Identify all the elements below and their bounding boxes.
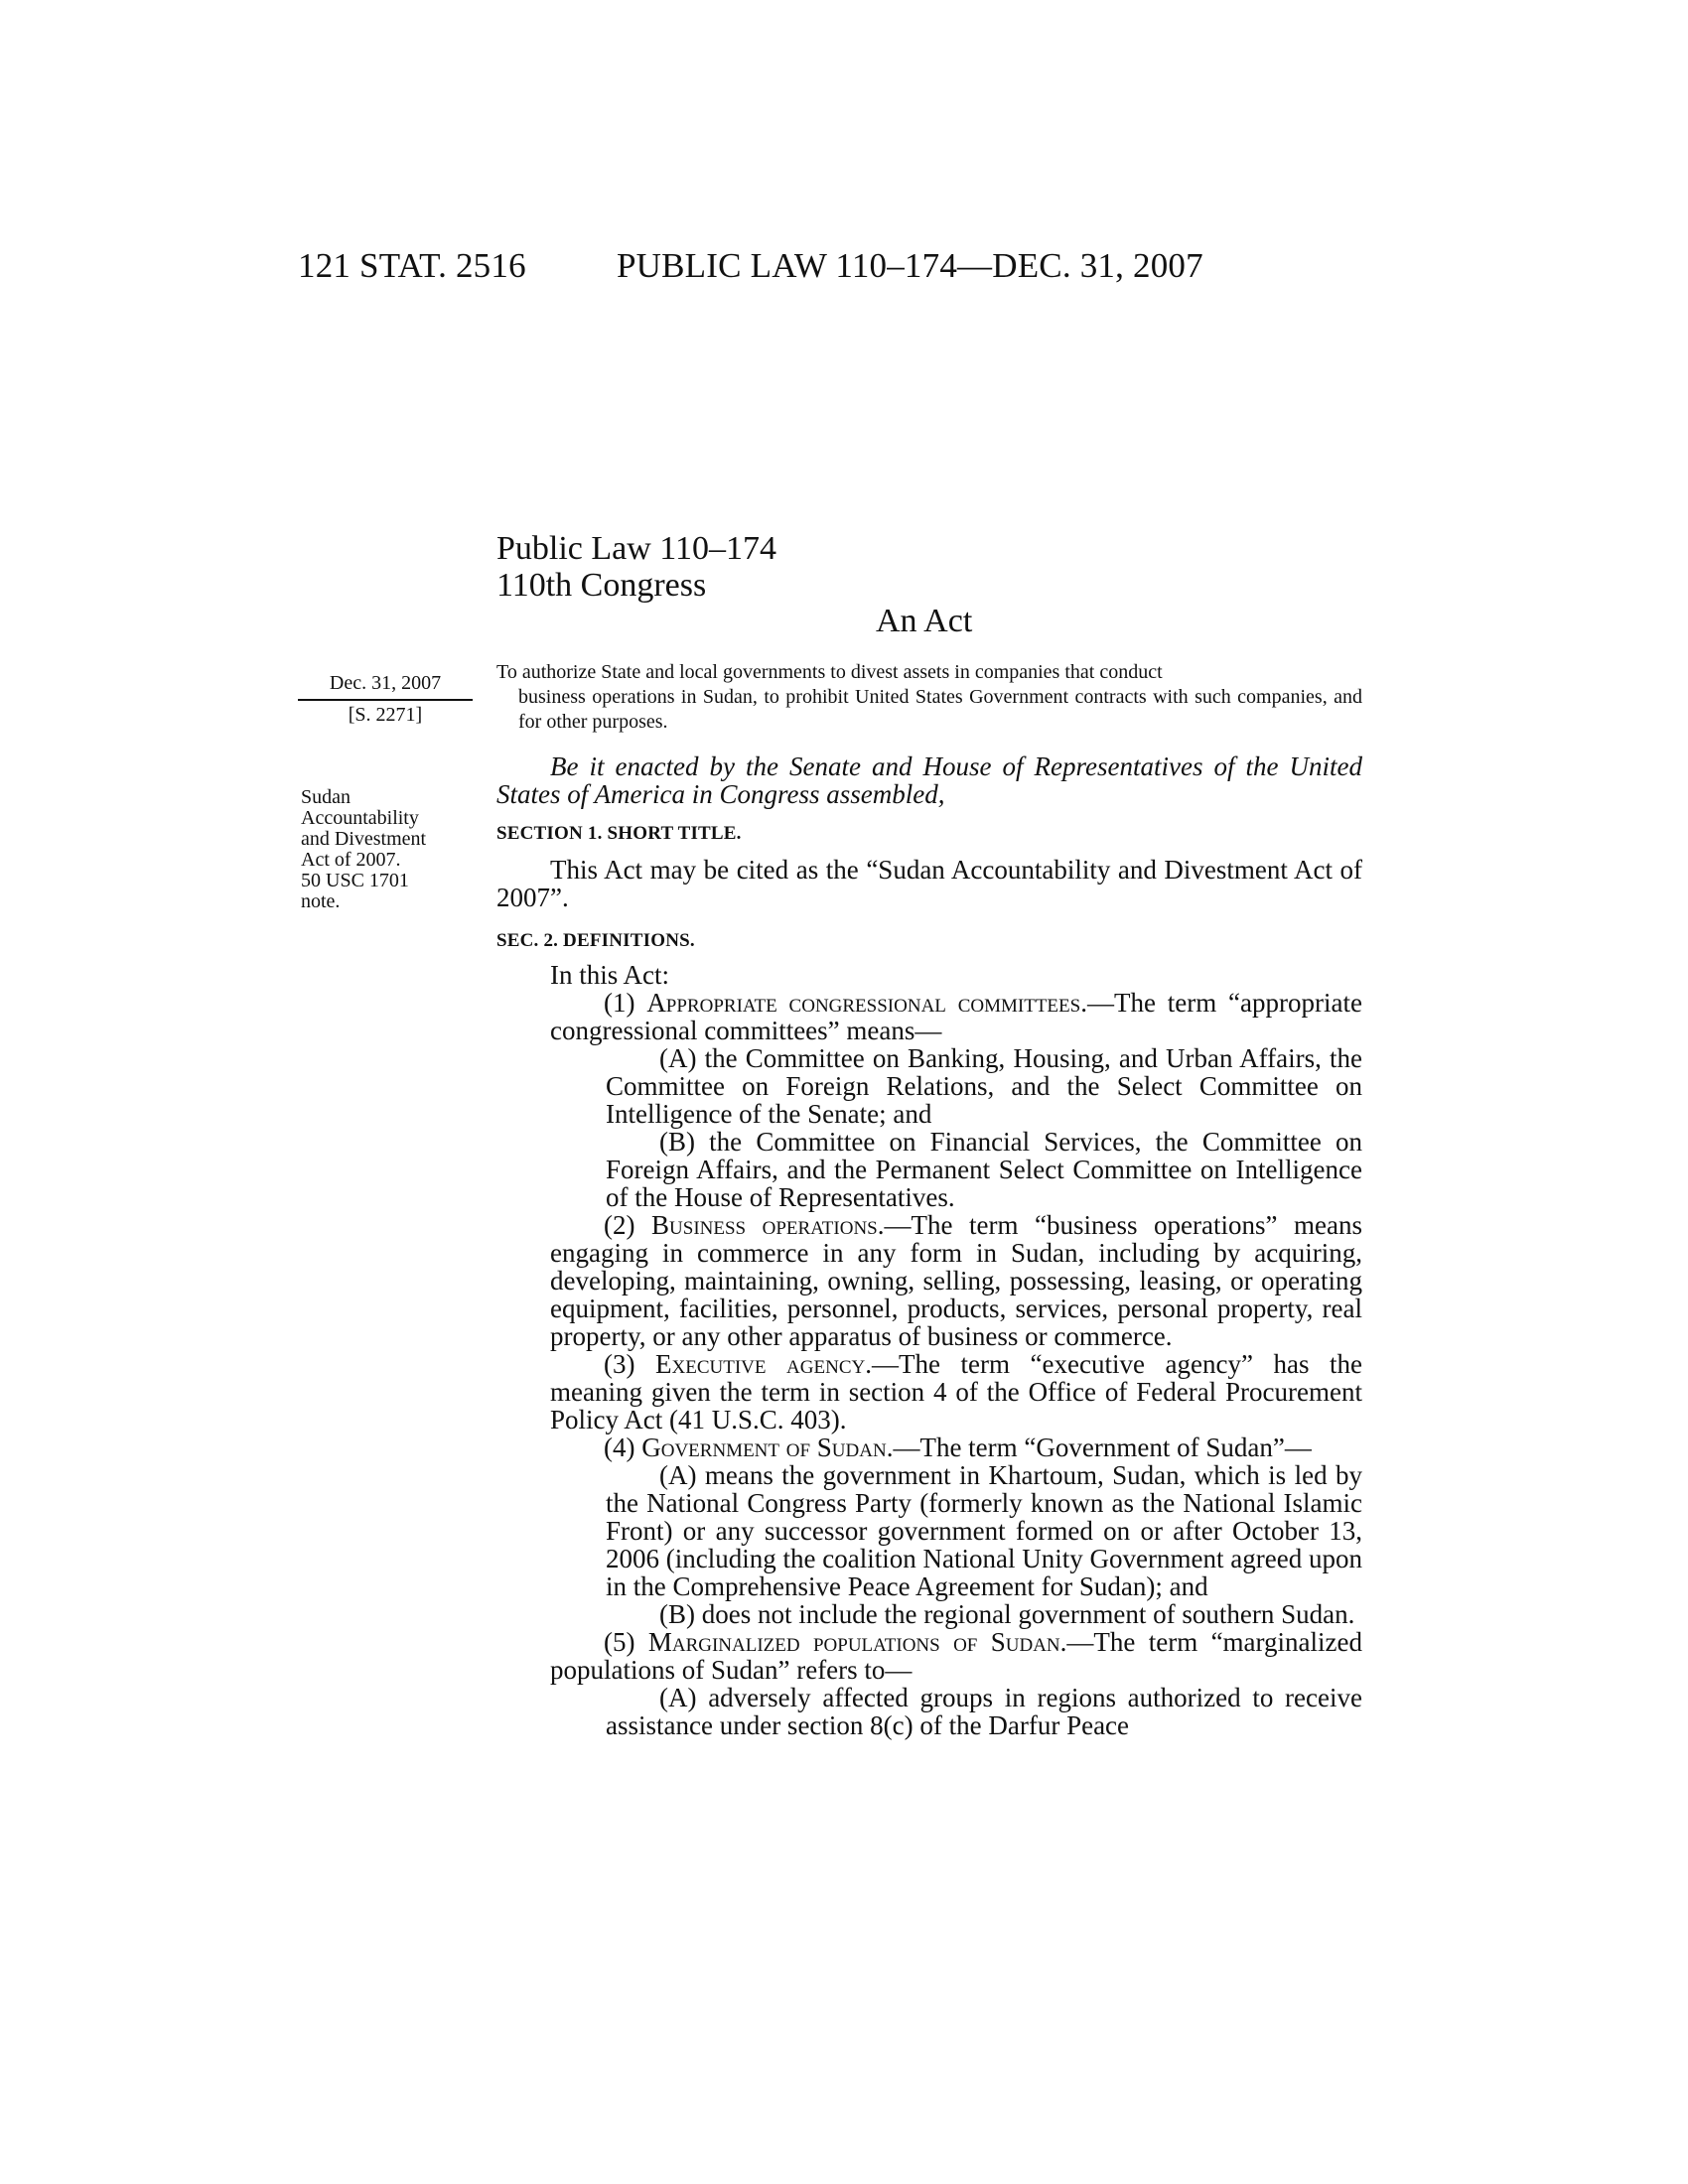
defined-term: Appropriate congressional committees <box>646 988 1081 1018</box>
bill-number: [S. 2271] <box>348 704 423 726</box>
act-purpose <box>496 660 1362 735</box>
margin-note-line: Accountability <box>301 807 419 829</box>
definition-5a: (A) adversely affected groups in regions authorized to receive assistance under section 8(c) of the Darfur Peace <box>606 1683 1362 1740</box>
defined-term: Marginalized populations of Sudan <box>647 1627 1060 1657</box>
margin-date-block <box>298 671 473 728</box>
enacting-clause: Be it enacted by the Senate and House of Representatives of the United States of America in Congress assembled, <box>496 751 1362 809</box>
running-header: PUBLIC LAW 110–174—DEC. 31, 2007 <box>617 246 1203 285</box>
page-stat-number: 121 STAT. 2516 <box>298 246 526 285</box>
defined-term: Business operations <box>651 1210 878 1240</box>
act-body <box>496 752 1362 1739</box>
public-law-title: Public Law 110–174 <box>496 530 777 567</box>
paragraph-number: (3) <box>604 1349 635 1379</box>
definition-4 <box>496 1433 1362 1461</box>
an-act-heading: An Act <box>876 603 973 639</box>
definition-text: .—The term “Government of Sudan”— <box>886 1433 1312 1462</box>
margin-note-line: 50 USC 1701 <box>301 870 409 891</box>
short-title-text: This Act may be cited as the “Sudan Accountability and Divestment Act of 2007”. <box>496 855 1362 912</box>
congress-title: 110th Congress <box>496 567 707 604</box>
definition-3 <box>496 1350 1362 1433</box>
definition-1a: (A) the Committee on Banking, Housing, and Urban Affairs, the Committee on Foreign Relations, and the Select Committee on Intelligence of the Senate; and <box>606 1043 1362 1129</box>
defined-term: Government of Sudan <box>641 1433 887 1462</box>
paragraph-number: (4) <box>604 1433 635 1462</box>
enactment-date: Dec. 31, 2007 <box>329 672 442 694</box>
margin-divider <box>298 699 473 701</box>
definition-1b: (B) the Committee on Financial Services, the Committee on Foreign Affairs, and the Permanent Select Committee on Intelligence of the House of Representatives. <box>606 1127 1362 1212</box>
margin-note <box>301 787 480 912</box>
paragraph-number: (5) <box>604 1627 635 1657</box>
purpose-first-line: To authorize State and local governments to divest assets in companies that conduct <box>496 661 1163 683</box>
purpose-continuation: business operations in Sudan, to prohibit United States Government contracts with such companies, and for other purposes. <box>518 686 1362 733</box>
definition-2 <box>496 1211 1362 1350</box>
definition-text: .—The term “business operations” means engaging in commerce in any form in Sudan, including by acquiring, developing, maintaining, owning, selling, possessing, leasing, or operating equipment, facilities, personnel, products, services, personal property, real property, or any other apparatus of business or commerce. <box>550 1210 1362 1351</box>
definition-text: .—The term “executive agency” has the meaning given the term in section 4 of the Office of Federal Procurement Policy Act (41 U.S.C. 403). <box>550 1349 1362 1434</box>
definition-1 <box>496 989 1362 1044</box>
definition-4b: (B) does not include the regional government of southern Sudan. <box>659 1599 1355 1629</box>
margin-note-line: note. <box>301 890 341 912</box>
definitions-intro: In this Act: <box>550 960 669 990</box>
margin-note-line: and Divestment <box>301 828 427 850</box>
paragraph-number: (1) <box>604 988 635 1018</box>
definition-4a: (A) means the government in Khartoum, Sudan, which is led by the National Congress Party (formerly known as the National Islamic Front) or any successor government formed on or after October 13, 2006 (including the coalition National Unity Government agreed upon in the Comprehensive Peace Agreement for Sudan); and <box>606 1460 1362 1601</box>
defined-term: Executive agency <box>655 1349 866 1379</box>
paragraph-number: (2) <box>604 1210 635 1240</box>
definition-text: .—The term “appropriate congressional committees” means— <box>550 988 1362 1045</box>
definition-text: .—The term “marginalized populations of Sudan” refers to— <box>550 1627 1363 1685</box>
margin-note-line: Act of 2007. <box>301 849 401 871</box>
margin-note-line: Sudan <box>301 786 351 808</box>
definition-5 <box>496 1628 1362 1684</box>
section-2-heading: SEC. 2. DEFINITIONS. <box>496 930 695 951</box>
section-1-heading: SECTION 1. SHORT TITLE. <box>496 823 742 844</box>
